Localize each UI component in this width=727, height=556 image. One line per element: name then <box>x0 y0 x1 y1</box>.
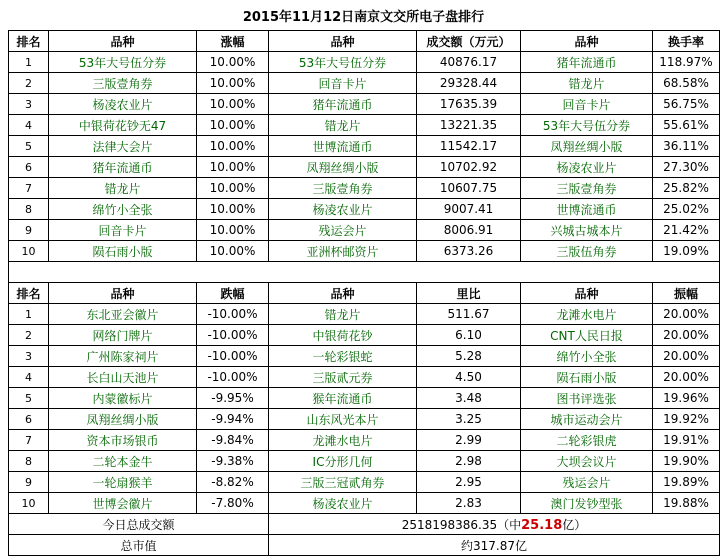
ratio-name: 三版贰元券 <box>269 367 417 388</box>
rank: 10 <box>9 241 49 262</box>
turnoverrate-name: 兴城古城本片 <box>521 220 653 241</box>
gain-pct: 10.00% <box>197 220 269 241</box>
ratio-value: 3.48 <box>417 388 521 409</box>
ranking-table <box>8 30 720 556</box>
amplitude-name: 大坝会议片 <box>521 451 653 472</box>
amplitude-value: 19.89% <box>653 472 720 493</box>
loser-name: 世博会徽片 <box>49 493 197 514</box>
turnoverrate-name: 杨凌农业片 <box>521 157 653 178</box>
ratio-value: 3.25 <box>417 409 521 430</box>
loser-name: 一轮扇猴羊 <box>49 472 197 493</box>
table-row <box>9 451 720 472</box>
loss-pct: -9.38% <box>197 451 269 472</box>
amplitude-name: 龙滩水电片 <box>521 304 653 325</box>
header-losers-name: 品种 <box>49 283 197 304</box>
amplitude-name: CNT人民日报 <box>521 325 653 346</box>
turnover-name: 杨凌农业片 <box>269 199 417 220</box>
turnover-rate: 68.58% <box>653 73 720 94</box>
header-gainers-name: 品种 <box>49 31 197 52</box>
turnover-amount: 17635.39 <box>417 94 521 115</box>
amplitude-value: 20.00% <box>653 325 720 346</box>
gain-pct: 10.00% <box>197 157 269 178</box>
amplitude-name: 城市运动会片 <box>521 409 653 430</box>
turnoverrate-name: 53年大号伍分券 <box>521 115 653 136</box>
ratio-name: 龙滩水电片 <box>269 430 417 451</box>
turnover-amount: 29328.44 <box>417 73 521 94</box>
ratio-name: 错龙片 <box>269 304 417 325</box>
turnover-name: 猪年流通币 <box>269 94 417 115</box>
turnover-amount: 11542.17 <box>417 136 521 157</box>
gainer-name: 法律大会片 <box>49 136 197 157</box>
table-row <box>9 157 720 178</box>
header-amplitude-name: 品种 <box>521 283 653 304</box>
amplitude-name: 绵竹小全张 <box>521 346 653 367</box>
amplitude-value: 19.96% <box>653 388 720 409</box>
ratio-value: 6.10 <box>417 325 521 346</box>
turnover-name: 三版壹角券 <box>269 178 417 199</box>
table-row <box>9 220 720 241</box>
amplitude-name: 图书评选张 <box>521 388 653 409</box>
gain-pct: 10.00% <box>197 115 269 136</box>
header-turnoverrate-name: 品种 <box>521 31 653 52</box>
turnover-rate: 55.61% <box>653 115 720 136</box>
rank: 1 <box>9 52 49 73</box>
table-row <box>9 325 720 346</box>
amplitude-value: 19.92% <box>653 409 720 430</box>
loss-pct: -9.84% <box>197 430 269 451</box>
turnoverrate-name: 三版壹角券 <box>521 178 653 199</box>
header-amplitude: 振幅 <box>653 283 720 304</box>
amplitude-name: 澳门发钞型张 <box>521 493 653 514</box>
turnover-name: 残运会片 <box>269 220 417 241</box>
ratio-name: 杨凌农业片 <box>269 493 417 514</box>
total-turnover-row <box>9 514 720 535</box>
header-loss-pct: 跌幅 <box>197 283 269 304</box>
ratio-name: IC分形几何 <box>269 451 417 472</box>
loss-pct: -7.80% <box>197 493 269 514</box>
header-turnover-amount: 成交额（万元） <box>417 31 521 52</box>
table-row <box>9 430 720 451</box>
gainer-name: 陨石雨小版 <box>49 241 197 262</box>
turnover-rate: 118.97% <box>653 52 720 73</box>
turnover-amount: 10702.92 <box>417 157 521 178</box>
rank: 9 <box>9 220 49 241</box>
turnover-amount: 13221.35 <box>417 115 521 136</box>
table-row <box>9 493 720 514</box>
amplitude-value: 20.00% <box>653 304 720 325</box>
rank: 8 <box>9 451 49 472</box>
turnover-name: 凤翔丝绸小版 <box>269 157 417 178</box>
table-body <box>9 31 720 556</box>
ratio-value: 2.98 <box>417 451 521 472</box>
rank: 5 <box>9 388 49 409</box>
amplitude-name: 二轮彩银虎 <box>521 430 653 451</box>
loser-name: 内蒙徽标片 <box>49 388 197 409</box>
table-row <box>9 136 720 157</box>
table-row <box>9 409 720 430</box>
page-title: 2015年11月12日南京文交所电子盘排行 <box>242 10 485 25</box>
amplitude-name: 陨石雨小版 <box>521 367 653 388</box>
turnoverrate-name: 世博流通币 <box>521 199 653 220</box>
market-cap-row <box>9 535 720 556</box>
loser-name: 广州陈家祠片 <box>49 346 197 367</box>
loser-name: 网络门牌片 <box>49 325 197 346</box>
turnoverrate-name: 猪年流通币 <box>521 52 653 73</box>
turnover-rate: 27.30% <box>653 157 720 178</box>
ratio-name: 一轮彩银蛇 <box>269 346 417 367</box>
turnover-name: 53年大号伍分券 <box>269 52 417 73</box>
loser-name: 长白山天池片 <box>49 367 197 388</box>
gain-pct: 10.00% <box>197 73 269 94</box>
loser-name: 二轮本金牛 <box>49 451 197 472</box>
turnoverrate-name: 凤翔丝绸小版 <box>521 136 653 157</box>
header-rank: 排名 <box>9 31 49 52</box>
amplitude-value: 19.88% <box>653 493 720 514</box>
amplitude-value: 20.00% <box>653 367 720 388</box>
gain-pct: 10.00% <box>197 94 269 115</box>
gain-pct: 10.00% <box>197 178 269 199</box>
loss-pct: -9.95% <box>197 388 269 409</box>
rank: 4 <box>9 115 49 136</box>
table-row <box>9 367 720 388</box>
gainer-name: 猪年流通币 <box>49 157 197 178</box>
amplitude-name: 残运会片 <box>521 472 653 493</box>
amplitude-value: 20.00% <box>653 346 720 367</box>
rank: 2 <box>9 73 49 94</box>
gainer-name: 三版壹角券 <box>49 73 197 94</box>
loss-pct: -10.00% <box>197 325 269 346</box>
rank: 9 <box>9 472 49 493</box>
total-turnover-label: 今日总成交额 <box>9 514 269 535</box>
loser-name: 东北亚会徽片 <box>49 304 197 325</box>
loss-pct: -8.82% <box>197 472 269 493</box>
ratio-value: 2.95 <box>417 472 521 493</box>
section-spacer <box>9 262 720 283</box>
ratio-value: 2.83 <box>417 493 521 514</box>
table-row <box>9 178 720 199</box>
ratio-name: 中银荷花钞 <box>269 325 417 346</box>
total-turnover-suffix: 亿） <box>562 517 587 532</box>
turnover-name: 错龙片 <box>269 115 417 136</box>
rank: 2 <box>9 325 49 346</box>
market-cap-value: 约317.87亿 <box>269 535 720 556</box>
turnover-amount: 10607.75 <box>417 178 521 199</box>
rank: 3 <box>9 94 49 115</box>
rank: 7 <box>9 178 49 199</box>
turnover-amount: 6373.26 <box>417 241 521 262</box>
turnover-amount: 40876.17 <box>417 52 521 73</box>
loss-pct: -10.00% <box>197 346 269 367</box>
turnover-rate: 21.42% <box>653 220 720 241</box>
gainer-name: 中银荷花钞无47 <box>49 115 197 136</box>
total-turnover-value <box>269 514 720 535</box>
table-row <box>9 472 720 493</box>
ratio-value: 5.28 <box>417 346 521 367</box>
gainer-name: 53年大号伍分券 <box>49 52 197 73</box>
turnover-rate: 19.09% <box>653 241 720 262</box>
rank: 5 <box>9 136 49 157</box>
table-row <box>9 94 720 115</box>
bottom-header-row <box>9 283 720 304</box>
loser-name: 凤翔丝绸小版 <box>49 409 197 430</box>
rank: 10 <box>9 493 49 514</box>
loss-pct: -10.00% <box>197 367 269 388</box>
table-row <box>9 73 720 94</box>
total-turnover-highlight: 25.18 <box>521 517 563 533</box>
top-header-row <box>9 31 720 52</box>
market-cap-label: 总市值 <box>9 535 269 556</box>
gainer-name: 绵竹小全张 <box>49 199 197 220</box>
header-gain-pct: 涨幅 <box>197 31 269 52</box>
turnover-rate: 36.11% <box>653 136 720 157</box>
gainer-name: 错龙片 <box>49 178 197 199</box>
rank: 1 <box>9 304 49 325</box>
table-row <box>9 388 720 409</box>
turnover-rate: 56.75% <box>653 94 720 115</box>
ratio-value: 2.99 <box>417 430 521 451</box>
gain-pct: 10.00% <box>197 52 269 73</box>
ratio-name: 三版三冠贰角券 <box>269 472 417 493</box>
turnover-name: 亚洲杯邮资片 <box>269 241 417 262</box>
total-turnover-prefix: 2518198386.35（中 <box>401 517 522 532</box>
loss-pct: -9.94% <box>197 409 269 430</box>
gainer-name: 杨凌农业片 <box>49 94 197 115</box>
rank: 7 <box>9 430 49 451</box>
gain-pct: 10.00% <box>197 136 269 157</box>
turnover-name: 世博流通币 <box>269 136 417 157</box>
header-rank: 排名 <box>9 283 49 304</box>
table-row <box>9 199 720 220</box>
spacer-cell <box>9 262 720 283</box>
turnover-rate: 25.82% <box>653 178 720 199</box>
ratio-name: 山东风光本片 <box>269 409 417 430</box>
loser-name: 资本市场银币 <box>49 430 197 451</box>
rank: 3 <box>9 346 49 367</box>
header-turnover-rate: 换手率 <box>653 31 720 52</box>
rank: 6 <box>9 157 49 178</box>
ratio-value: 4.50 <box>417 367 521 388</box>
rank: 8 <box>9 199 49 220</box>
turnover-amount: 9007.41 <box>417 199 521 220</box>
header-ratio-name: 品种 <box>269 283 417 304</box>
turnoverrate-name: 错龙片 <box>521 73 653 94</box>
ratio-name: 猴年流通币 <box>269 388 417 409</box>
gain-pct: 10.00% <box>197 241 269 262</box>
table-row <box>9 304 720 325</box>
table-row <box>9 241 720 262</box>
loss-pct: -10.00% <box>197 304 269 325</box>
amplitude-value: 19.91% <box>653 430 720 451</box>
header-turnover-name: 品种 <box>269 31 417 52</box>
turnover-amount: 8006.91 <box>417 220 521 241</box>
turnover-rate: 25.02% <box>653 199 720 220</box>
turnoverrate-name: 回音卡片 <box>521 94 653 115</box>
turnover-name: 回音卡片 <box>269 73 417 94</box>
table-row <box>9 346 720 367</box>
amplitude-value: 19.90% <box>653 451 720 472</box>
gainer-name: 回音卡片 <box>49 220 197 241</box>
table-row <box>9 52 720 73</box>
header-ratio-value: 里比 <box>417 283 521 304</box>
gain-pct: 10.00% <box>197 199 269 220</box>
turnoverrate-name: 三版伍角券 <box>521 241 653 262</box>
rank: 4 <box>9 367 49 388</box>
ratio-value: 511.67 <box>417 304 521 325</box>
table-row <box>9 115 720 136</box>
rank: 6 <box>9 409 49 430</box>
